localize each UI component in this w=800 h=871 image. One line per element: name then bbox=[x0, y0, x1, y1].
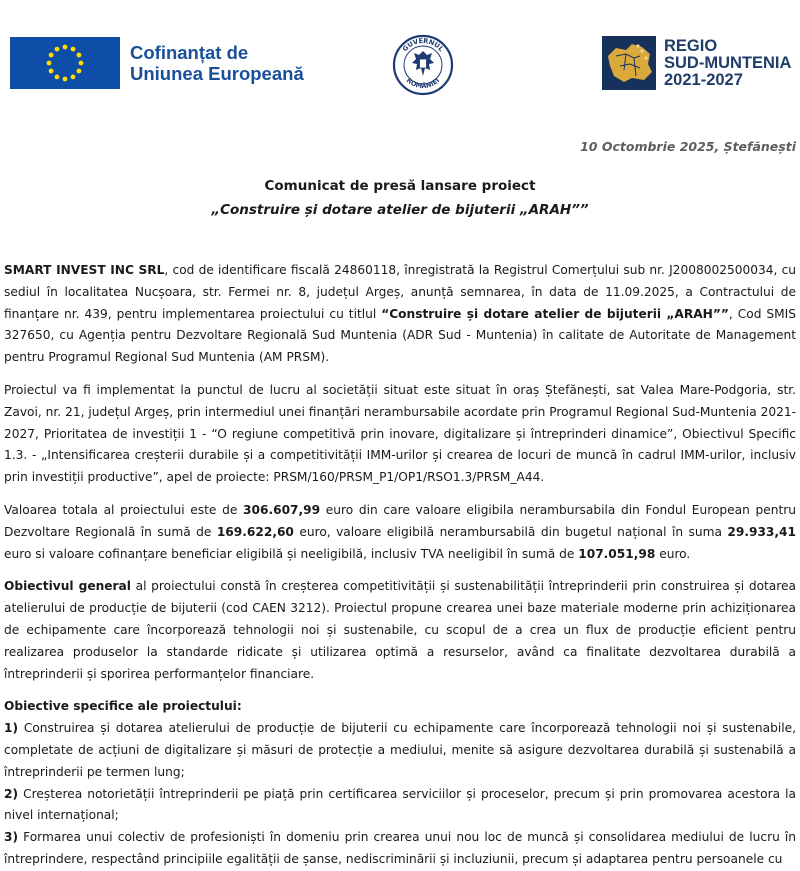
regio-map-icon bbox=[602, 36, 656, 90]
objective-number: 1) bbox=[4, 721, 19, 736]
objective-text: Creșterea notorietății întreprinderii pe piață prin certificarea serviciilor și proceselor, precum și prin promovarea acestora la nivel internațional; bbox=[4, 786, 796, 823]
eu-logo-line2: Uniunea Europeană bbox=[130, 63, 304, 84]
romanian-government-seal bbox=[392, 34, 454, 96]
objective-number: 2) bbox=[4, 786, 19, 801]
paragraph-general-objective bbox=[4, 576, 796, 685]
svg-text:ROMÂNIEI: ROMÂNIEI bbox=[404, 76, 442, 91]
specific-objective-item bbox=[4, 718, 796, 783]
regio-line3: 2021-2027 bbox=[664, 70, 743, 89]
budget-text-2: euro din care valoare eligibila nerambursabila din Fondul European pentru Dezvoltare Regională în sumă de bbox=[4, 502, 796, 539]
general-objective-text: al proiectului constă în creșterea competitivității și sustenabilității întreprinderii prin construirea și dotarea atelierului de producție de bijuterii (cod CAEN 3212). Proiectul propune crearea unei baze materiale moderne prin achiziționarea de echipamente care încorporează tehnologii noi și sustenabile, cu scopul de a crea un flux de producție eficient pentru realizarea produselor la standarde ridicate și utilizarea optimă a resurselor, având ca finalitate dezvoltarea durabilă a întreprinderii și sporirea performanțelor financiare. bbox=[4, 579, 796, 681]
regio-sud-muntenia-logo bbox=[602, 36, 791, 90]
regio-line1: REGIO bbox=[664, 36, 718, 55]
intro-text-a: , cod de identificare fiscală 24860118, înregistrată la Registrul Comerțului sub nr. J2008002500034, cu sediul în localitatea Nucșoara, str. Fermei nr. 8, județul Argeș, anunță semnarea, în data de 11.09.2025, a Contractului de finanțare nr. 439, pentru implementarea proiectului cu titlul bbox=[4, 263, 796, 321]
budget-text-1: Valoarea totala al proiectului este de bbox=[4, 502, 244, 517]
specific-objective-item bbox=[4, 827, 796, 871]
general-objective-label: Obiectivul general bbox=[4, 579, 131, 594]
project-title: “Construire și dotare atelier de bijuterii „ARAH”” bbox=[381, 306, 729, 321]
eu-logo-line1: Cofinanțat de bbox=[130, 42, 249, 63]
objective-number: 3) bbox=[4, 830, 19, 845]
budget-national: 29.933,41 bbox=[727, 524, 796, 539]
paragraph-intro bbox=[4, 260, 796, 369]
company-name: SMART INVEST INC SRL bbox=[4, 263, 165, 277]
svg-text:GUVERNUL: GUVERNUL bbox=[400, 36, 446, 54]
budget-cofinancing: 107.051,98 bbox=[578, 546, 656, 561]
specific-objectives-heading: Obiective specifice ale proiectului: bbox=[4, 699, 242, 714]
objective-text: Construirea și dotarea atelierului de producție de bijuterii cu echipamente care încorporează tehnologii noi și sustenabile, completate de acțiuni de digitalizare și măsuri de protecție a mediului, menite să asigure dezvoltarea durabilă și sustenabilă a întreprinderii pe termen lung; bbox=[4, 721, 796, 779]
press-release-body bbox=[4, 260, 796, 871]
title-line1: Comunicat de presă lansare proiect bbox=[264, 178, 536, 194]
document-header bbox=[0, 0, 800, 130]
budget-text-5: euro. bbox=[655, 546, 691, 561]
paragraph-implementation: Proiectul va fi implementat la punctul de lucru al societății situat este situat în oraș Ștefănești, sat Valea Mare-Podgoria, str. Zavoi, nr. 21, județul Argeș, prin intermediul unei finanțări nerambursabile acordate prin Programul Regional Sud-Muntenia 2021-2027, Prioritatea de investiții 1 - “O regiune competitivă prin inovare, digitalizare și întreprinderi dinamice”, Obiectivul Specific 1.3. - „Intensificarea creșterii durabile și a competitivității IMM-urilor și crearea de locuri de muncă în cadrul IMM-urilor, inclusiv prin investiții productive”, apel de proiecte: PRSM/160/PRSM_P1/OP1/RSO1.3/PRSM_A44. bbox=[4, 382, 796, 485]
budget-text-4: euro si valoare cofinanțare beneficiar eligibilă și neeligibilă, inclusiv TVA neeligibil în sumă de bbox=[4, 546, 579, 561]
budget-fedr: 169.622,60 bbox=[216, 524, 294, 539]
eu-cofunding-logo bbox=[10, 37, 304, 89]
regio-line2: SUD-MUNTENIA bbox=[664, 53, 792, 72]
eu-flag-icon bbox=[10, 37, 120, 89]
objective-text: Formarea unui colectiv de profesioniști în domeniu prin crearea unui nou loc de muncă și consolidarea mediului de lucru în întreprindere, respectând principiile egalității de șanse, nediscriminării și incluziunii, precum și adaptarea pentru persoanele cu bbox=[4, 830, 796, 866]
budget-text-3: euro, valoare eligibilă nerambursabilă din bugetul național în suma bbox=[293, 524, 728, 539]
press-release-title bbox=[0, 174, 800, 222]
intro-text-b: , Cod SMIS 327650, cu Agenția pentru Dezvoltare Regională Sud Muntenia (ADR Sud - Muntenia) în calitate de Autoritate de Management pentru Programul Regional Sud Muntenia (AM PRSM). bbox=[4, 306, 796, 365]
document-date: 10 Octombrie 2025, Ștefănești bbox=[580, 139, 796, 154]
title-line2: „Construire și dotare atelier de bijuterii „ARAH”” bbox=[211, 202, 589, 218]
specific-objective-item bbox=[4, 784, 796, 828]
budget-total: 306.607,99 bbox=[243, 502, 321, 517]
paragraph-budget bbox=[4, 500, 796, 565]
